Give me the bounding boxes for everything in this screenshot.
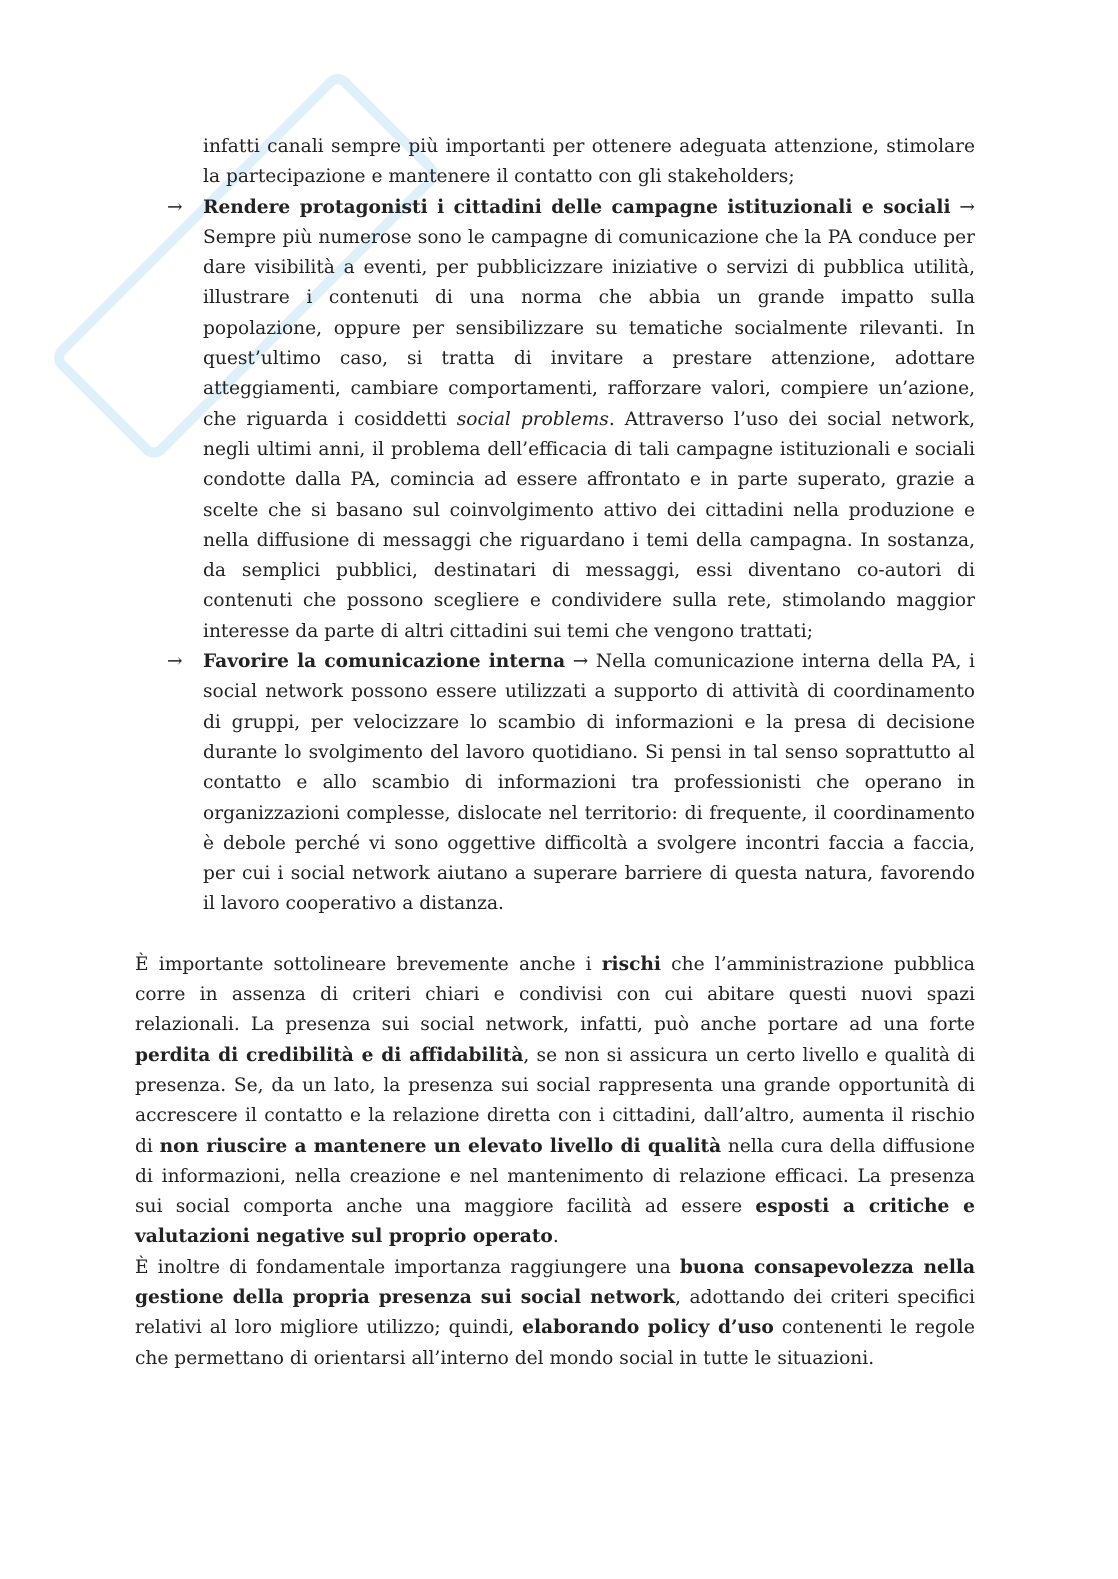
paragraph-risks: [135, 950, 975, 1253]
bold-run: rischi: [601, 953, 661, 975]
text-run: che l’amministrazione pubblica corre in assenza di criteri chiari e condivisi con cui abitare questi nuovi spazi relazionali. La presenza sui social network, infatti, può anche portare ad una forte: [135, 953, 975, 1036]
text-run: È importante sottolineare brevemente anche i: [135, 953, 602, 975]
bold-run: esposti a critiche e valutazioni negative sul proprio operato: [135, 1196, 975, 1248]
bold-run: perdita di credibilità e di affidabilità: [135, 1044, 524, 1066]
text-run: , se non si assicura un certo livello e qualità di presenza. Se, da un lato, la presenza sui social rappresenta una grande opportunità di accrescere il contatto e la relazione diretta con i cittadini, dall’altro, aumenta il rischio di: [135, 1044, 975, 1157]
bullet-text: Nella comunicazione interna della PA, i social network possono essere utilizzati a supporto di attività di coordinamento di gruppi, per velocizzare lo scambio di informazioni e la presa di decisione durante lo svolgimento del lavoro quotidiano. Si pensi in tal senso soprattutto al contatto e allo scambio di informazioni tra professionisti che operano in organizzazioni complesse, dislocate nel territorio: di frequente, il coordinamento è debole perché vi sono oggettive difficoltà a svolgere incontri faccia a faccia, per cui i social network aiutano a superare barriere di questa natura, favorendo il lavoro cooperativo a distanza.: [203, 651, 976, 915]
arrow-bullet-icon: →: [167, 651, 183, 673]
arrow-bullet-icon: →: [167, 196, 183, 218]
paragraph-awareness: [135, 1253, 975, 1374]
bullet-text: Sempre più numerose sono le campagne di comunicazione che la PA conduce per dare visibilità a eventi, per pubblicizzare iniziative o servizi di pubblica utilità, illustrare i contenuti di una norma che abbia un grande impatto sulla popolazione, oppure per sensibilizzare su tematiche socialmente rilevanti. In quest’ultimo caso, si tratta di invitare a prestare attenzione, adottare atteggiamenti, cambiare comportamenti, rafforzare valori, compiere un’azione, che riguarda i cosiddetti: [203, 226, 975, 430]
text-run: contenenti le regole che permettano di orientarsi all’interno del mondo social in tutte le situazioni.: [135, 1317, 975, 1369]
bullet-title: Rendere protagonisti i cittadini delle campagne istituzionali e sociali: [203, 196, 951, 218]
text-run: .: [552, 1226, 559, 1248]
text-run: È inoltre di fondamentale importanza raggiungere una: [135, 1256, 680, 1278]
bold-run: elaborando policy d’uso: [522, 1317, 774, 1339]
italic-term: social problems: [456, 408, 609, 430]
bullet-arrow: →: [950, 196, 975, 218]
page-content: [135, 132, 975, 1374]
bullet-internal-communication: [135, 647, 975, 920]
bullet-text-cont: . Attraverso l’uso dei social network, negli ultimi anni, il problema dell’efficacia di tali campagne istituzionali e sociali condotte dalla PA, comincia ad essere affrontato e in parte superato, grazie a scelte che si basano sul coinvolgimento attivo dei cittadini nella produzione e nella diffusione di messaggi che riguardano i temi della campagna. In sostanza, da semplici pubblici, destinatari di messaggi, essi diventano co-autori di contenuti che possono scegliere e condividere sulla rete, stimolando maggior interesse da parte di altri cittadini sui temi che vengono trattati;: [203, 408, 975, 642]
bold-run: buona consapevolezza nella gestione della propria presenza sui social network: [135, 1256, 975, 1308]
bullet-title: Favorire la comunicazione interna: [203, 651, 566, 673]
text-run: , adottando dei criteri specifici relativi al loro migliore utilizzo; quindi,: [135, 1286, 975, 1339]
bullet-citizens-campaigns: [135, 193, 975, 647]
continued-bullet-text: infatti canali sempre più importanti per ottenere adeguata attenzione, stimolare la partecipazione e mantenere il contatto con gli stakeholders;: [203, 136, 975, 188]
bold-run: non riuscire a mantenere un elevato livello di qualità: [159, 1135, 722, 1157]
text-run: nella cura della diffusione di informazioni, nella creazione e nel mantenimento di relazione efficaci. La presenza sui social comporta anche una maggiore facilità ad essere: [135, 1135, 975, 1218]
bullet-arrow: →: [565, 651, 596, 673]
